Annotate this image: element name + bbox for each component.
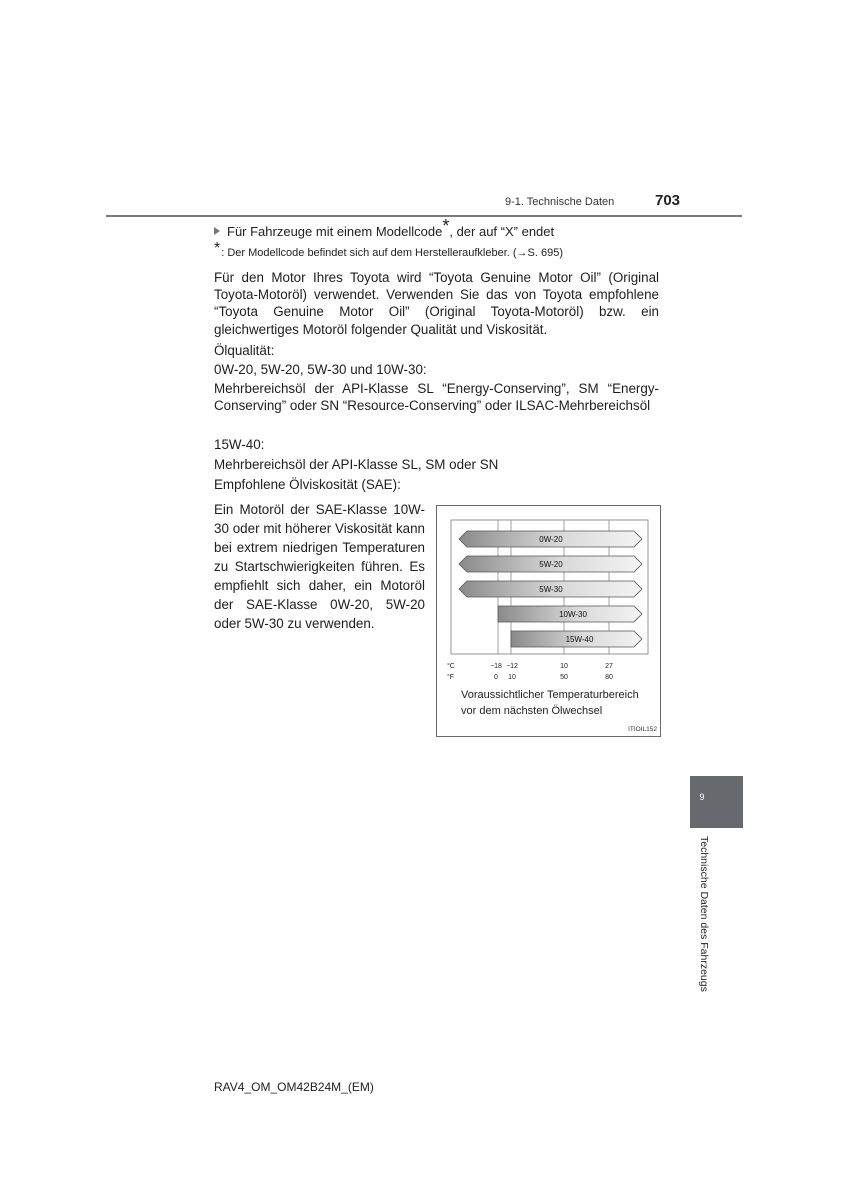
figure-code: ITIOIL152: [628, 726, 657, 733]
viscosity-chart: [436, 505, 661, 737]
grades-2: 15W-40:: [214, 437, 265, 452]
chart-caption: Voraussichtlicher Temperaturbereich vor dem nächsten Ölwechsel: [461, 689, 639, 717]
chapter-tab: [690, 776, 743, 828]
celsius-tick-3: 27: [605, 663, 613, 670]
footnote-asterisk: *: [214, 240, 221, 257]
header-rule: [106, 215, 742, 217]
chapter-number: 9: [699, 792, 705, 802]
oil-quality-label: Ölqualität:: [214, 343, 275, 358]
document-code: RAV4_OM_OM42B24M_(EM): [214, 1080, 374, 1094]
fahrenheit-tick-1: 10: [508, 674, 516, 681]
fahrenheit-tick-0: 0: [494, 674, 498, 681]
fahrenheit-unit: °F: [447, 674, 455, 681]
page-number: 703: [655, 192, 681, 209]
chapter-title: Technische Daten des Fahrzeugs: [698, 836, 710, 992]
spec-1: Mehrbereichsöl der API-Klasse SL “Energy-Conserving”, SM “Energy-Conserving” oder SN “Resource-Conserving” oder ILSAC-Mehrbereichsöl: [214, 381, 659, 414]
bullet-text-before: Für Fahrzeuge mit einem Modellcode: [227, 224, 443, 239]
bar-label-5w-30: 5W-30: [539, 585, 563, 594]
low-temperature-note: Ein Motoröl der SAE-Klasse 10W-30 oder mit höherer Viskosität kann bei extrem niedrigen Temperaturen zu Startschwierigkeiten führen. Es empfiehlt sich daher, ein Motoröl der SAE-Klasse 0W-20, 5W-20 oder 5W-30 zu verwenden.: [214, 502, 425, 631]
footnote-text: : Der Modellcode befindet sich auf dem Herstelleraufkleber. (→S. 695): [221, 247, 564, 259]
model-code-footnote: [214, 240, 564, 259]
celsius-tick-0: −18: [490, 663, 502, 670]
intro-paragraph: Für den Motor Ihres Toyota wird “Toyota Genuine Motor Oil” (Original Toyota-Motoröl) verwendet. Verwenden Sie das von Toyota empfohlene “Toyota Genuine Motor Oil” (Original Toyota-Motoröl) bzw. ein gleichwertiges Motoröl folgender Qualität und Viskosität.: [214, 270, 659, 337]
bar-label-10w-30: 10W-30: [559, 610, 587, 619]
celsius-tick-1: −12: [506, 663, 518, 670]
fahrenheit-tick-3: 80: [605, 674, 613, 681]
celsius-tick-2: 10: [560, 663, 568, 670]
model-code-bullet: [214, 216, 555, 239]
celsius-unit: °C: [447, 663, 455, 670]
asterisk-mark: *: [442, 216, 450, 236]
bar-label-5w-20: 5W-20: [539, 560, 563, 569]
bullet-text-after: , der auf “X” endet: [449, 224, 555, 239]
bar-label-0w-20: 0W-20: [539, 535, 563, 544]
bar-label-15w-40: 15W-40: [565, 635, 594, 644]
viscosity-label: Empfohlene Ölviskosität (SAE):: [214, 477, 401, 492]
grades-1: 0W-20, 5W-20, 5W-30 und 10W-30:: [214, 362, 427, 377]
triangle-bullet-icon: [214, 227, 220, 235]
spec-2: Mehrbereichsöl der API-Klasse SL, SM oder SN: [214, 457, 499, 472]
header-section-title: 9-1. Technische Daten: [505, 196, 615, 208]
fahrenheit-tick-2: 50: [560, 674, 568, 681]
